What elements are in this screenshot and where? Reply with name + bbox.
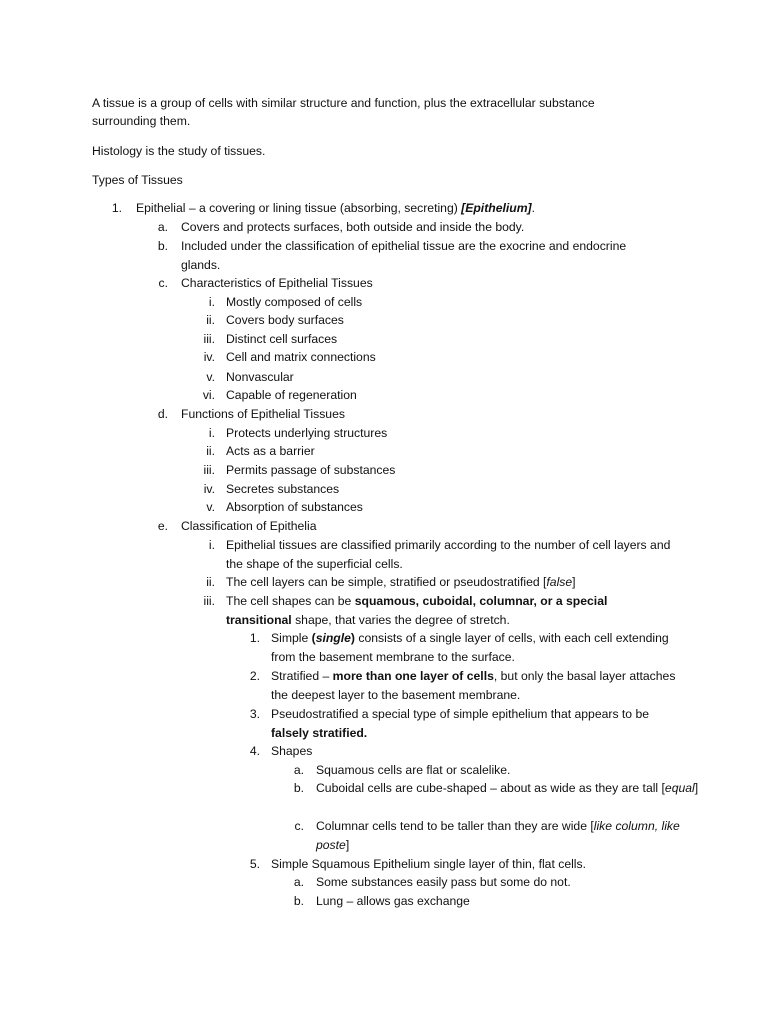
text-run: Simple bbox=[271, 631, 312, 645]
list-marker: v. bbox=[206, 500, 215, 514]
list-text bbox=[271, 705, 681, 742]
list-text: Squamous cells are flat or scalelike. bbox=[316, 763, 511, 777]
tissue-definition-paragraph: A tissue is a group of cells with similar structure and function, plus the extracellular substance surrounding them. bbox=[92, 96, 595, 128]
text-run-bold-italic: [Epithelium] bbox=[461, 201, 532, 215]
text-run-bold: more than one layer of cells bbox=[332, 669, 494, 683]
list-marker: v. bbox=[206, 370, 215, 384]
list-text: Epithelial tissues are classified primarily according to the number of cell layers and the shape of the superficial cells. bbox=[226, 538, 671, 571]
list-marker: e. bbox=[157, 519, 168, 533]
list-marker: 3. bbox=[249, 707, 260, 721]
list-marker: b. bbox=[157, 239, 168, 253]
text-run: The cell layers can be simple, stratified or pseudostratified [ bbox=[226, 575, 547, 589]
list-marker: a. bbox=[157, 220, 168, 234]
list-text: Some substances easily pass but some do not. bbox=[316, 875, 571, 889]
list-text: Protects underlying structures bbox=[226, 426, 388, 440]
list-marker: iii. bbox=[203, 332, 215, 346]
list-text: Shapes bbox=[271, 744, 313, 758]
text-run: ] bbox=[572, 575, 576, 589]
text-run-italic: like column, like poste bbox=[316, 819, 680, 852]
text-run-italic: equal bbox=[664, 781, 695, 795]
list-text: Characteristics of Epithelial Tissues bbox=[181, 276, 373, 290]
list-text: Distinct cell surfaces bbox=[226, 332, 338, 346]
text-run-bold: ) bbox=[350, 631, 355, 645]
text-run: ] bbox=[694, 781, 699, 795]
list-text: Nonvascular bbox=[226, 370, 294, 384]
text-run: Pseudostratified a special type of simple epithelium that appears to be bbox=[271, 707, 650, 721]
list-marker: ii. bbox=[206, 575, 215, 589]
list-text bbox=[271, 629, 681, 666]
list-marker: b. bbox=[293, 781, 304, 795]
text-run-italic: false bbox=[546, 575, 573, 589]
list-text bbox=[136, 199, 696, 218]
text-run-bold: ( bbox=[311, 631, 316, 645]
list-text: Included under the classification of epithelial tissue are the exocrine and endocrine glands. bbox=[181, 239, 627, 272]
list-text: Capable of regeneration bbox=[226, 388, 357, 402]
list-marker: 5. bbox=[249, 857, 260, 871]
list-text: Simple Squamous Epithelium single layer of thin, flat cells. bbox=[271, 857, 586, 871]
list-text bbox=[226, 592, 676, 629]
text-run: . bbox=[531, 201, 535, 215]
list-text: Mostly composed of cells bbox=[226, 295, 363, 309]
list-text bbox=[226, 573, 676, 592]
list-text: Absorption of substances bbox=[226, 500, 363, 514]
list-marker: c. bbox=[294, 819, 304, 833]
list-marker: a. bbox=[293, 763, 304, 777]
text-run-bold: falsely stratified. bbox=[271, 725, 368, 740]
list-marker: c. bbox=[158, 276, 168, 290]
list-text bbox=[316, 779, 711, 798]
list-text: Permits passage of substances bbox=[226, 463, 396, 477]
text-run-bold-italic: single bbox=[315, 631, 351, 645]
text-run: Stratified – bbox=[271, 669, 333, 683]
list-text: Covers and protects surfaces, both outside and inside the body. bbox=[181, 220, 525, 234]
list-marker: 1. bbox=[111, 201, 122, 215]
text-run: , but only the basal layer attaches the deepest layer to the basement membrane. bbox=[271, 669, 676, 702]
list-marker: ii. bbox=[206, 444, 215, 458]
list-marker: iii. bbox=[203, 594, 215, 608]
text-run-bold: squamous, cuboidal, columnar, or a special transitional bbox=[226, 594, 608, 627]
list-text: Classification of Epithelia bbox=[181, 519, 317, 533]
list-text: Secretes substances bbox=[226, 482, 340, 496]
list-marker: i. bbox=[208, 538, 215, 552]
text-run: consists of a single layer of cells, with each cell extending from the basement membrane to the surface. bbox=[271, 631, 669, 664]
list-marker: d. bbox=[157, 407, 168, 421]
list-marker: i. bbox=[208, 426, 215, 440]
list-marker: iv. bbox=[203, 350, 215, 364]
text-run: Epithelial – a covering or lining tissue (absorbing, secreting) bbox=[136, 201, 462, 215]
list-text bbox=[316, 817, 711, 854]
list-marker: i. bbox=[208, 295, 215, 309]
list-marker: a. bbox=[293, 875, 304, 889]
list-marker: vi. bbox=[202, 388, 215, 402]
list-text: Acts as a barrier bbox=[226, 444, 315, 458]
histology-definition-paragraph: Histology is the study of tissues. bbox=[92, 144, 266, 158]
list-marker: b. bbox=[293, 894, 304, 908]
list-marker: iii. bbox=[203, 463, 215, 477]
list-marker: 4. bbox=[249, 744, 260, 758]
list-text: Covers body surfaces bbox=[226, 313, 344, 327]
list-marker: 2. bbox=[249, 669, 260, 683]
text-run: Cuboidal cells are cube-shaped – about as wide as they are tall [ bbox=[316, 781, 665, 795]
text-run: shape, that varies the degree of stretch. bbox=[291, 612, 510, 627]
text-run: The cell shapes can be bbox=[226, 594, 355, 608]
list-marker: ii. bbox=[206, 313, 215, 327]
text-run: Columnar cells tend to be taller than they are wide [ bbox=[316, 819, 594, 833]
list-text bbox=[271, 667, 681, 704]
text-run: ] bbox=[345, 837, 350, 852]
types-of-tissues-heading: Types of Tissues bbox=[92, 173, 183, 187]
list-text: Functions of Epithelial Tissues bbox=[181, 407, 345, 421]
list-text: Cell and matrix connections bbox=[226, 350, 376, 364]
list-marker: 1. bbox=[249, 631, 260, 645]
list-marker: iv. bbox=[203, 482, 215, 496]
list-text: Lung – allows gas exchange bbox=[316, 894, 470, 908]
